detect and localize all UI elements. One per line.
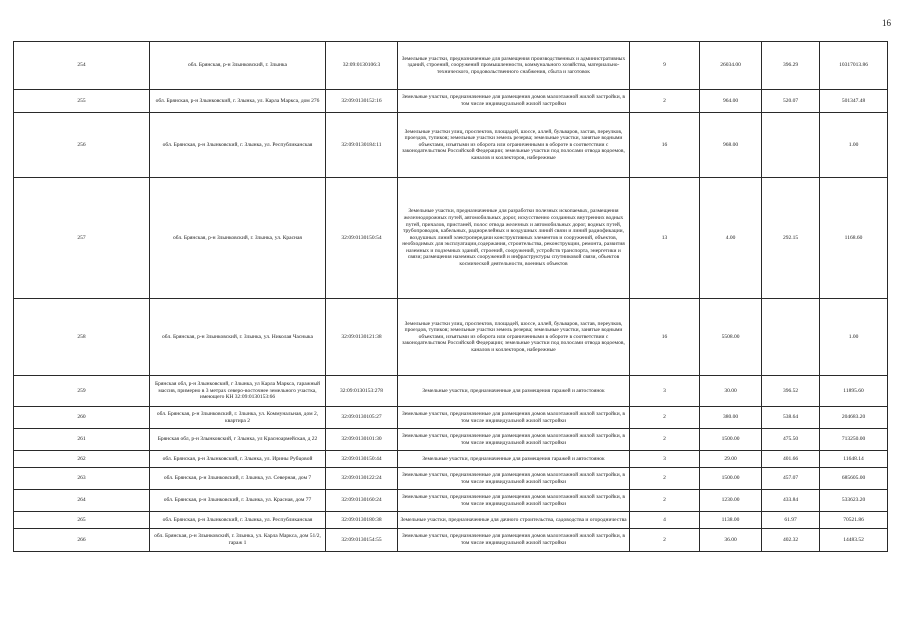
specific-value-cell: 538.64 <box>762 407 820 429</box>
address-cell: обл. Брянская, р-н Злынковский, г. Злынка, ул. Ирины Рубцовой <box>150 451 326 468</box>
table-row <box>14 376 888 407</box>
cadastral-number-cell: 32:09:0130184:11 <box>326 113 398 178</box>
table-row <box>14 512 888 529</box>
group-number-cell: 2 <box>630 90 700 113</box>
row-number-cell: 260 <box>14 407 150 429</box>
group-number-cell: 9 <box>630 42 700 90</box>
address-cell: обл. Брянская, р-н Злынковский, г. Злынка, ул. Карла Маркса, дом 51/2, гараж 1 <box>150 529 326 552</box>
group-number-cell: 16 <box>630 299 700 376</box>
cadastral-value-cell: 204683.20 <box>820 407 888 429</box>
address-cell: Брянская обл, р-н Злынковский, г Злынка, ул Карла Маркса, гаражный массив, примерно в 3 метрах северо-восточнее земельного участка, имеющего КН 32:09:0130153:66 <box>150 376 326 407</box>
specific-value-cell: 401.66 <box>762 451 820 468</box>
land-use-cell: Земельные участки, предназначенные для размещения домов малоэтажной жилой застройки, в том числе индивидуальной жилой застройки <box>398 468 630 490</box>
land-use-cell: Земельные участки улиц, проспектов, площадей, шоссе, аллей, бульваров, застав, переулков, проездов, тупиков; земельные участки земель резерва; земельные участки, занятые водными объектами, изъятыми из оборота или ограниченными в обороте в соответствии с законодательством Российской Федерации; земельные участки под полосами отвода водоемов, каналов и коллекторов, набережные <box>398 299 630 376</box>
cadastral-number-cell: 32:09:0130106:3 <box>326 42 398 90</box>
row-number-cell: 257 <box>14 178 150 299</box>
land-use-cell: Земельные участки, предназначенные для размещения гаражей и автостоянок <box>398 376 630 407</box>
specific-value-cell <box>762 299 820 376</box>
cadastral-value-cell: 1.00 <box>820 113 888 178</box>
row-number-cell: 254 <box>14 42 150 90</box>
specific-value-cell: 402.32 <box>762 529 820 552</box>
cadastral-value-cell: 70521.86 <box>820 512 888 529</box>
area-cell: 36.00 <box>700 529 762 552</box>
area-cell: 968.00 <box>700 113 762 178</box>
land-use-cell: Земельные участки, предназначенные для размещения домов малоэтажной жилой застройки, в том числе индивидуальной жилой застройки <box>398 407 630 429</box>
cadastral-value-cell: 685605.00 <box>820 468 888 490</box>
table-row <box>14 529 888 552</box>
group-number-cell: 3 <box>630 376 700 407</box>
cadastral-value-cell: 10317013.86 <box>820 42 888 90</box>
area-cell: 380.00 <box>700 407 762 429</box>
table-row <box>14 178 888 299</box>
land-use-cell: Земельные участки улиц, проспектов, площадей, шоссе, аллей, бульваров, застав, переулков, проездов, тупиков; земельные участки земель резерва; земельные участки, занятые водными объектами, изъятыми из оборота или ограниченными в обороте в соответствии с законодательством Российской Федерации; земельные участки под полосами отвода водоемов, каналов и коллекторов, набережные <box>398 113 630 178</box>
cadastral-number-cell: 32:09:0130122:24 <box>326 468 398 490</box>
cadastral-value-cell: 501347.48 <box>820 90 888 113</box>
area-cell: 29.00 <box>700 451 762 468</box>
address-cell: обл. Брянская, р-н Злынковский, г. Злынка, ул. Красная <box>150 178 326 299</box>
cadastral-number-cell: 32:09:0130153:278 <box>326 376 398 407</box>
group-number-cell: 13 <box>630 178 700 299</box>
land-use-cell: Земельные участки, предназначенные для размещения домов малоэтажной жилой застройки, в том числе индивидуальной жилой застройки <box>398 90 630 113</box>
specific-value-cell: 520.07 <box>762 90 820 113</box>
cadastral-number-cell: 32:09:0130101:30 <box>326 429 398 451</box>
area-cell: 1500.00 <box>700 429 762 451</box>
row-number-cell: 256 <box>14 113 150 178</box>
table-row <box>14 468 888 490</box>
row-number-cell: 264 <box>14 490 150 512</box>
address-cell: обл. Брянская, р-н Злынковский, г. Злынка, ул. Республиканская <box>150 512 326 529</box>
area-cell: 30.00 <box>700 376 762 407</box>
cadastral-number-cell: 32:09:0130150:44 <box>326 451 398 468</box>
row-number-cell: 259 <box>14 376 150 407</box>
page-number: 16 <box>882 18 891 28</box>
row-number-cell: 262 <box>14 451 150 468</box>
cadastral-value-cell: 1.00 <box>820 299 888 376</box>
group-number-cell: 16 <box>630 113 700 178</box>
address-cell: обл. Брянская, р-н Злынковский, г. Злынка, ул. Николая Часныка <box>150 299 326 376</box>
area-cell: 4.00 <box>700 178 762 299</box>
table-row <box>14 299 888 376</box>
group-number-cell: 2 <box>630 407 700 429</box>
row-number-cell: 263 <box>14 468 150 490</box>
cadastral-number-cell: 32:09:0130152:16 <box>326 90 398 113</box>
cadastral-value-cell: 11895.60 <box>820 376 888 407</box>
address-cell: обл. Брянская, р-н Злынковский, г. Злынка, ул. Коммунальная, дом 2, квартира 2 <box>150 407 326 429</box>
address-cell: Брянская обл, р-н Злынковский, г Злынка, ул Красноармейская, д 22 <box>150 429 326 451</box>
land-use-cell: Земельные участки, предназначенные для размещения гаражей и автостоянок <box>398 451 630 468</box>
land-use-cell: Земельные участки, предназначенные для размещения домов малоэтажной жилой застройки, в том числе индивидуальной жилой застройки <box>398 529 630 552</box>
specific-value-cell: 396.29 <box>762 42 820 90</box>
specific-value-cell: 475.50 <box>762 429 820 451</box>
table-row <box>14 113 888 178</box>
table-row <box>14 490 888 512</box>
area-cell: 1500.00 <box>700 468 762 490</box>
area-cell: 1138.00 <box>700 512 762 529</box>
address-cell: обл. Брянская, р-н Злынковский, г. Злынка <box>150 42 326 90</box>
land-use-cell: Земельные участки, предназначенные для разработки полезных ископаемых, размещения железнодорожных путей, автомобильных дорог, искусственно созданных внутренних водных путей, причалов, пристаней, полос отвода железных и автомобильных дорог, водных путей, трубопроводов, кабельных, радиорелейных и воздушных линий связи и линий радиофикации, воздушных линий электропередачи конструктивных элементов и сооружений, объектов, необходимых для эксплуатации,содержания, строительства, реконструкции, ремонта, развития наземных и подземных зданий, строений, сооружений, устройств транспорта, энергетики и связи; размещения наземных сооружений и инфраструктуры спутниковой связи, объектов космической деятельности, военных объектов <box>398 178 630 299</box>
cadastral-number-cell: 32:09:0130180:38 <box>326 512 398 529</box>
area-cell: 5508.00 <box>700 299 762 376</box>
cadastral-value-cell: 14483.52 <box>820 529 888 552</box>
cadastral-number-cell: 32:09:0130105:27 <box>326 407 398 429</box>
cadastral-value-cell: 533623.20 <box>820 490 888 512</box>
specific-value-cell: 61.97 <box>762 512 820 529</box>
table-row <box>14 407 888 429</box>
table-row <box>14 429 888 451</box>
cadastral-number-cell: 32:09:0130160:24 <box>326 490 398 512</box>
land-use-cell: Земельные участки, предназначенные для размещения домов малоэтажной жилой застройки, в том числе индивидуальной жилой застройки <box>398 429 630 451</box>
table-row <box>14 42 888 90</box>
group-number-cell: 2 <box>630 529 700 552</box>
group-number-cell: 2 <box>630 490 700 512</box>
cadastral-value-cell: 713250.00 <box>820 429 888 451</box>
address-cell: обл. Брянская, р-н Злынковский, г. Злынка, ул. Республиканская <box>150 113 326 178</box>
area-cell: 1230.00 <box>700 490 762 512</box>
row-number-cell: 266 <box>14 529 150 552</box>
specific-value-cell: 433.84 <box>762 490 820 512</box>
specific-value-cell: 457.07 <box>762 468 820 490</box>
land-use-cell: Земельные участки, предназначенные для размещения производственных и административных зданий, строений, сооружений промышленности, коммунального хозяйства, материально-технического, продовольственного снабжения, сбыта и заготовок <box>398 42 630 90</box>
cadastral-value-cell: 1168.60 <box>820 178 888 299</box>
table-row <box>14 90 888 113</box>
group-number-cell: 3 <box>630 451 700 468</box>
area-cell: 26034.00 <box>700 42 762 90</box>
address-cell: обл. Брянская, р-н Злынковский, г. Злынка, ул. Северная, дом 7 <box>150 468 326 490</box>
cadastral-value-table <box>13 41 888 552</box>
row-number-cell: 261 <box>14 429 150 451</box>
table-row <box>14 451 888 468</box>
group-number-cell: 4 <box>630 512 700 529</box>
address-cell: обл. Брянская, р-н Злынковский, г. Злынка, ул. Карла Маркса, дом 276 <box>150 90 326 113</box>
land-use-cell: Земельные участки, предназначенные для размещения домов малоэтажной жилой застройки, в том числе индивидуальной жилой застройки <box>398 490 630 512</box>
land-use-cell: Земельные участки, предназначенные для дачного строительства, садоводства и огородничества <box>398 512 630 529</box>
area-cell: 964.00 <box>700 90 762 113</box>
group-number-cell: 2 <box>630 468 700 490</box>
specific-value-cell: 292.15 <box>762 178 820 299</box>
cadastral-number-cell: 32:09:0130150:54 <box>326 178 398 299</box>
row-number-cell: 265 <box>14 512 150 529</box>
address-cell: обл. Брянская, р-н Злынковский, г. Злынка, ул. Красная, дом 77 <box>150 490 326 512</box>
specific-value-cell <box>762 113 820 178</box>
row-number-cell: 258 <box>14 299 150 376</box>
specific-value-cell: 396.52 <box>762 376 820 407</box>
cadastral-value-cell: 11648.14 <box>820 451 888 468</box>
cadastral-number-cell: 32:09:0130121:38 <box>326 299 398 376</box>
group-number-cell: 2 <box>630 429 700 451</box>
cadastral-number-cell: 32:09:0130154:55 <box>326 529 398 552</box>
row-number-cell: 255 <box>14 90 150 113</box>
